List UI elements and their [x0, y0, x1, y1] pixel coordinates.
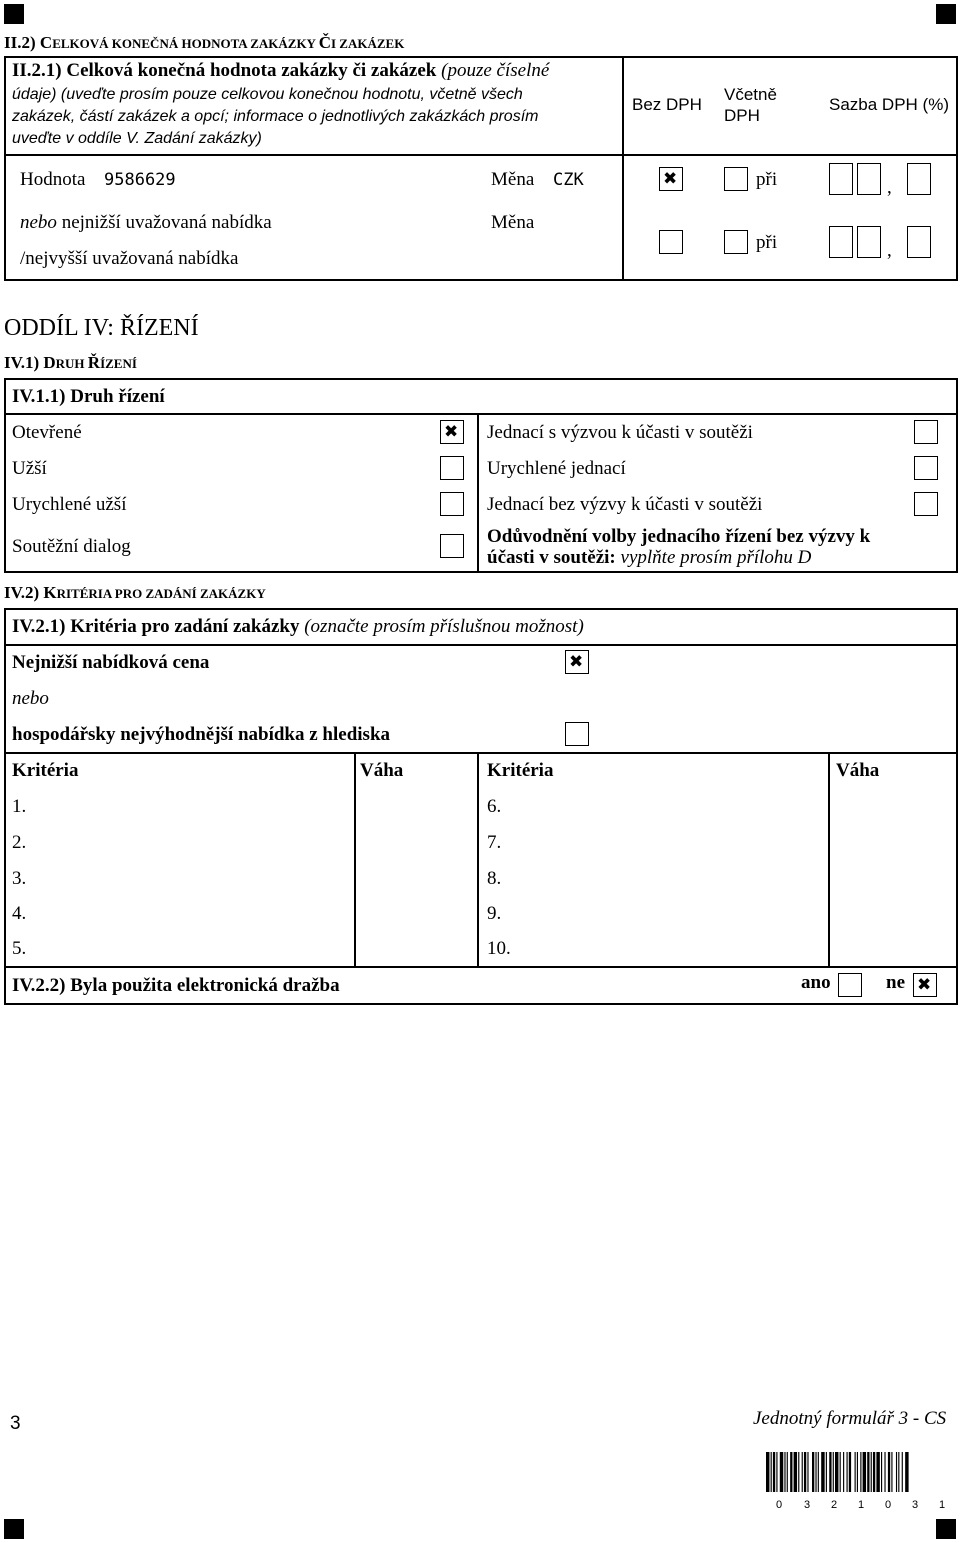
barcode-bar — [855, 1452, 856, 1492]
barcode-bar — [876, 1452, 879, 1492]
criterion-7[interactable]: 7. — [487, 832, 502, 853]
excl-vat-checkbox[interactable] — [659, 167, 683, 191]
criteria-column-divider-2 — [477, 752, 479, 966]
barcode-bar — [857, 1452, 858, 1492]
auction-label: IV.2.2) Byla použita elektronická dražba — [12, 975, 340, 996]
total-value-column-divider — [622, 56, 624, 281]
barcode-bar — [794, 1452, 797, 1492]
procedure-accelerated-restricted-checkbox[interactable] — [440, 492, 464, 516]
question-iv11-title: IV.1.1) Druh řízení — [12, 386, 165, 407]
procedure-open-label: Otevřené — [12, 422, 82, 443]
justification-line-1: Odůvodnění volby jednacího řízení bez výzvy k — [487, 526, 871, 547]
barcode-bar — [849, 1452, 851, 1492]
barcode-bar — [826, 1452, 827, 1492]
section-heading-iv1: IV.1) DRUH ŘÍZENÍ — [4, 353, 137, 372]
criterion-4[interactable]: 4. — [12, 903, 27, 924]
vat-rate-decimal[interactable] — [907, 163, 931, 195]
barcode-bar — [867, 1452, 869, 1492]
barcode-bar — [818, 1452, 819, 1492]
question-iv21-title: IV.2.1) Kritéria pro zadání zakázky (označte prosím příslušnou možnost) — [12, 616, 584, 637]
range-vat-rate-comma: , — [887, 240, 892, 261]
justification-line-2: účasti v soutěži: vyplňte prosím přílohu D — [487, 547, 812, 568]
auction-no-checkbox[interactable] — [913, 973, 937, 997]
procedure-negotiated-without-call-label: Jednací bez výzvy k účasti v soutěži — [487, 494, 763, 515]
range-at-label: při — [756, 232, 778, 253]
barcode-bar — [871, 1452, 872, 1492]
barcode-digit: 0 — [776, 1499, 783, 1511]
procedure-competitive-dialogue-label: Soutěžní dialog — [12, 536, 131, 557]
barcode-bar — [790, 1452, 792, 1492]
incl-vat-checkbox[interactable] — [724, 167, 748, 191]
barcode-bar — [815, 1452, 816, 1492]
barcode-bar — [884, 1452, 885, 1492]
question-ii21-title: II.2.1) Celková konečná hodnota zakázky či zakázek (pouze číselné — [12, 60, 550, 81]
procedure-restricted-label: Užší — [12, 458, 47, 479]
lowest-offer-label: nebo nejnižší uvažovaná nabídka — [20, 212, 272, 233]
auction-no-label: ne — [886, 972, 905, 993]
barcode-bar — [896, 1452, 897, 1492]
meat-label: hospodářsky nejvýhodnější nabídka z hlediska — [12, 724, 391, 745]
barcode-bar — [902, 1452, 903, 1492]
criterion-1[interactable]: 1. — [12, 796, 27, 817]
question-ii21-note-line-2: údaje) (uveďte prosím pouze celkovou konečnou hodnotu, včetně všech — [12, 86, 523, 103]
barcode-bar — [905, 1452, 908, 1492]
procedure-type-column-divider — [477, 413, 479, 573]
procedure-accelerated-negotiated-label: Urychlené jednací — [487, 458, 626, 479]
barcode-bar — [784, 1452, 785, 1492]
barcode-digits — [766, 1494, 956, 1510]
vat-rate-comma: , — [887, 177, 892, 198]
column-header-excl-vat: Bez DPH — [632, 95, 702, 114]
barcode-bar — [780, 1452, 783, 1492]
procedure-competitive-dialogue-checkbox[interactable] — [440, 534, 464, 558]
at-label: při — [756, 169, 778, 190]
auction-yes-label: ano — [801, 972, 831, 993]
auction-divider — [4, 966, 958, 968]
column-header-incl-vat-line-2: DPH — [724, 106, 760, 125]
barcode-digit: 2 — [831, 1499, 838, 1511]
criterion-9[interactable]: 9. — [487, 903, 502, 924]
criteria-column-divider-3 — [828, 752, 830, 966]
section-heading-iv2: IV.2) KRITÉRIA PRO ZADÁNÍ ZAKÁZKY — [4, 583, 266, 602]
barcode-bar — [843, 1452, 844, 1492]
registration-mark-top-left — [4, 4, 24, 24]
procedure-accelerated-restricted-label: Urychlené užší — [12, 494, 127, 515]
section-title-iv: ODDÍL IV: ŘÍZENÍ — [4, 315, 199, 341]
criteria-header-left: Kritéria — [12, 760, 79, 781]
barcode-bar — [798, 1452, 799, 1492]
procedure-negotiated-with-call-label: Jednací s výzvou k účasti v soutěži — [487, 422, 753, 443]
barcode-bar — [833, 1452, 834, 1492]
barcode-digit: 0 — [885, 1499, 892, 1511]
criteria-column-divider-1 — [354, 752, 356, 966]
award-criteria-header-divider — [4, 644, 958, 646]
barcode-bar — [802, 1452, 803, 1492]
page-number: 3 — [10, 1413, 21, 1434]
criterion-8[interactable]: 8. — [487, 868, 502, 889]
auction-yes-checkbox[interactable] — [838, 973, 862, 997]
registration-mark-top-right — [936, 4, 956, 24]
criterion-5[interactable]: 5. — [12, 938, 27, 959]
barcode-bar — [804, 1452, 806, 1492]
currency-label: Měna — [491, 169, 535, 190]
barcode-bar — [771, 1452, 772, 1492]
registration-mark-bottom-right — [936, 1519, 956, 1539]
question-ii21-note-line-3: zakázek, částí zakázek a opcí; informace o jednotlivých zakázkách prosím — [12, 108, 539, 125]
barcode-bar — [863, 1452, 866, 1492]
total-value-header-divider — [4, 154, 958, 156]
barcode-bar — [835, 1452, 838, 1492]
procedure-accelerated-negotiated-checkbox[interactable] — [914, 456, 938, 480]
range-incl-vat-checkbox[interactable] — [724, 230, 748, 254]
barcode-bar — [840, 1452, 841, 1492]
barcode-bar — [787, 1452, 788, 1492]
registration-mark-bottom-left — [4, 1519, 24, 1539]
barcode-bar — [873, 1452, 875, 1492]
lowest-price-checkbox[interactable] — [565, 650, 589, 674]
barcode-digit: 1 — [858, 1499, 865, 1511]
weight-header-left: Váha — [360, 760, 404, 781]
range-vat-rate-decimal[interactable] — [907, 226, 931, 258]
meat-checkbox[interactable] — [565, 722, 589, 746]
procedure-open-checkbox[interactable] — [440, 420, 464, 444]
value-field[interactable]: 9586629 — [104, 170, 176, 190]
barcode-bar — [881, 1452, 882, 1492]
vat-rate-digit-1[interactable] — [829, 163, 853, 195]
currency-label-range: Měna — [491, 212, 535, 233]
barcode-bar — [898, 1452, 899, 1492]
lowest-price-label: Nejnižší nabídková cena — [12, 652, 210, 673]
barcode-bar — [888, 1452, 890, 1492]
weight-header-right: Váha — [836, 760, 880, 781]
form-name: Jednotný formulář 3 - CS — [753, 1408, 947, 1429]
range-vat-rate-digit-1[interactable] — [829, 226, 853, 258]
barcode-bar — [773, 1452, 775, 1492]
criterion-10[interactable]: 10. — [487, 938, 511, 959]
procedure-negotiated-with-call-checkbox[interactable] — [914, 420, 938, 444]
barcode-bar — [807, 1452, 808, 1492]
range-excl-vat-checkbox[interactable] — [659, 230, 683, 254]
procedure-type-header-divider — [4, 413, 958, 415]
barcode-bar — [829, 1452, 831, 1492]
barcode-bar — [860, 1452, 861, 1492]
criterion-6[interactable]: 6. — [487, 796, 502, 817]
value-label: Hodnota — [20, 169, 86, 190]
barcode-bar — [891, 1452, 892, 1492]
highest-offer-label: /nejvyšší uvažovaná nabídka — [20, 248, 239, 269]
question-ii21-note-line-4: uveďte v oddíle V. Zadání zakázky) — [12, 130, 262, 147]
barcode-bar — [812, 1452, 814, 1492]
column-header-incl-vat-line-1: Včetně — [724, 85, 777, 104]
criteria-header-right: Kritéria — [487, 760, 554, 781]
barcode-digit: 3 — [912, 1499, 919, 1511]
section-heading-ii2: II.2) CELKOVÁ KONEČNÁ HODNOTA ZAKÁZKY ČI ZAKÁZEK — [4, 33, 405, 52]
column-header-vat-rate: Sazba DPH (%) — [829, 95, 949, 114]
barcode-bar — [766, 1452, 769, 1492]
barcode-digit: 1 — [939, 1499, 946, 1511]
range-vat-rate-digit-2[interactable] — [857, 226, 881, 258]
barcode-bar — [776, 1452, 777, 1492]
award-criteria-table-top-divider — [4, 752, 958, 754]
currency-field[interactable]: CZK — [553, 170, 584, 190]
procedure-negotiated-without-call-checkbox[interactable] — [914, 492, 938, 516]
vat-rate-digit-2[interactable] — [857, 163, 881, 195]
criterion-3[interactable]: 3. — [12, 868, 27, 889]
procedure-restricted-checkbox[interactable] — [440, 456, 464, 480]
barcode — [766, 1452, 958, 1492]
barcode-bar — [847, 1452, 848, 1492]
barcode-bar — [821, 1452, 824, 1492]
criterion-2[interactable]: 2. — [12, 832, 27, 853]
or-label: nebo — [12, 688, 49, 709]
barcode-digit: 3 — [804, 1499, 811, 1511]
